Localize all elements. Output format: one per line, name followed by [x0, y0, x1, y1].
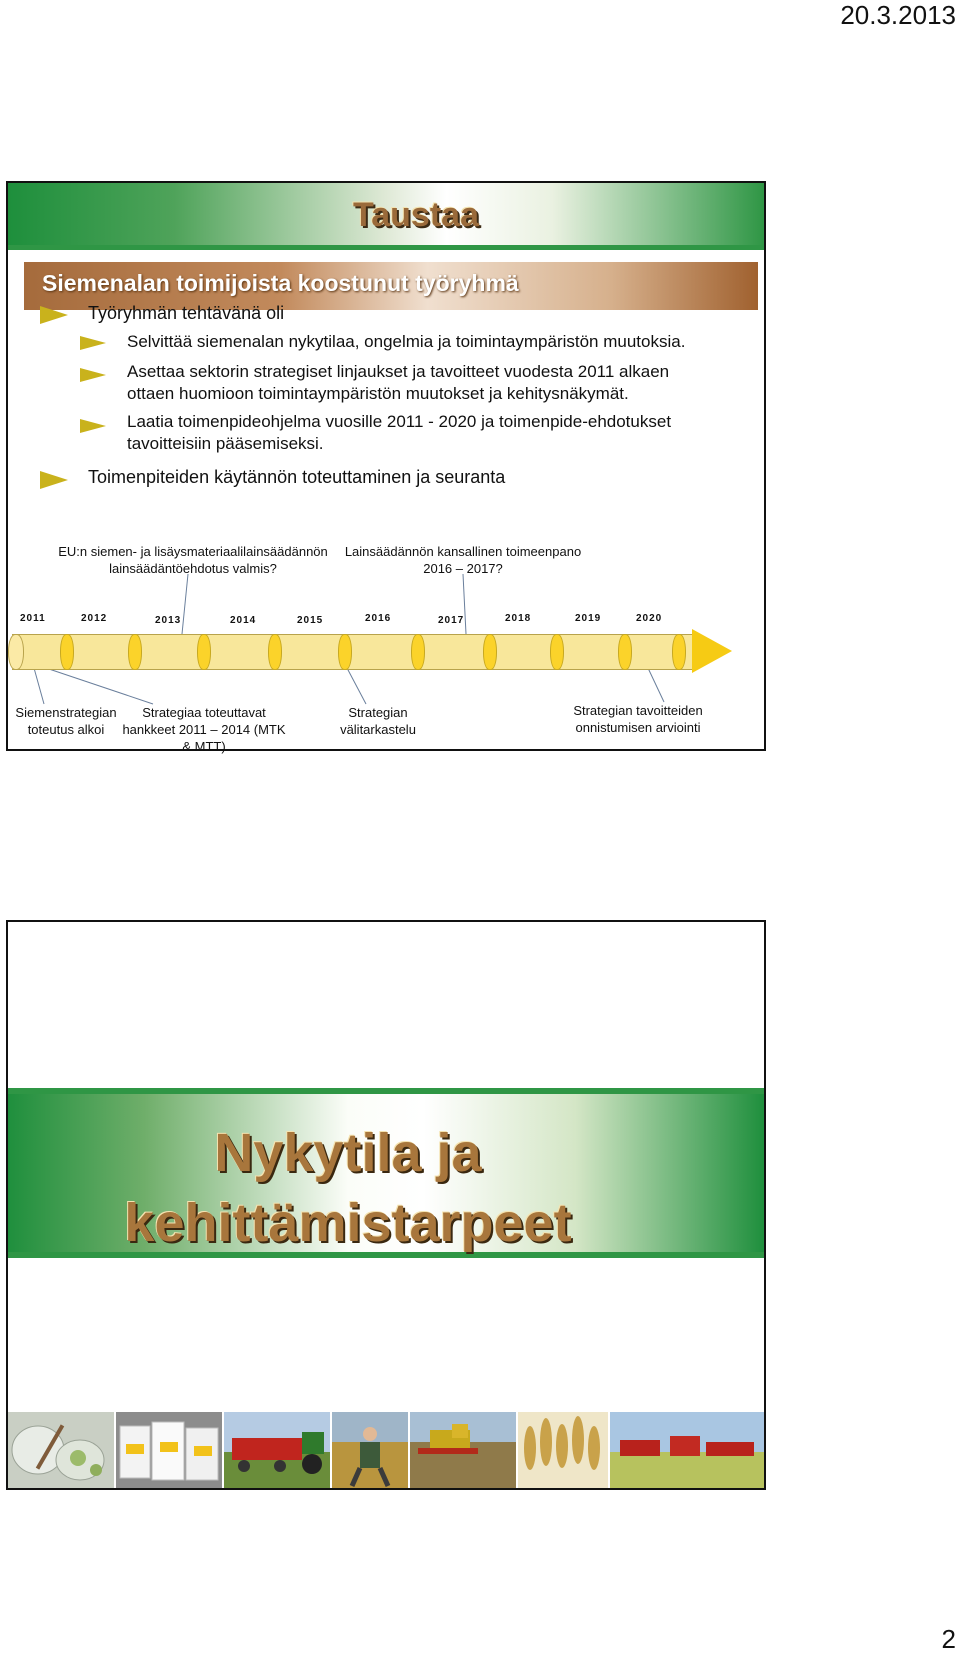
slide-title-line: kehittämistarpeet — [124, 1193, 572, 1253]
timeline-bar-start — [8, 634, 24, 670]
header-date: 20.3.2013 — [840, 0, 956, 30]
timeline-marker — [618, 634, 632, 670]
timeline-bar — [12, 634, 692, 670]
photo-farm-buildings — [610, 1412, 764, 1488]
slide-taustaa — [6, 181, 766, 754]
connector-line — [46, 668, 153, 704]
timeline-note-projects: Strategiaa toteuttavat hankkeet 2011 – 2014 (MTK & MTT) — [122, 705, 286, 754]
slide-title-line: Nykytila ja — [214, 1123, 482, 1183]
timeline-year: 2020 — [636, 613, 663, 624]
photo-seed-bags — [116, 1412, 222, 1488]
timeline-marker — [197, 634, 211, 670]
timeline-marker — [483, 634, 497, 670]
bullet-level2: Laatia toimenpideohjelma vuosille 2011 - 2020 ja toimenpide-ehdotukset tavoitteisiin pääsemiseksi. — [127, 412, 672, 453]
timeline-note-evaluation: Strategian tavoitteiden onnistumisen arviointi — [573, 703, 703, 735]
timeline-marker — [550, 634, 564, 670]
photo-grain-ears — [518, 1412, 608, 1488]
timeline-marker — [128, 634, 142, 670]
page-number: 2 — [941, 1624, 956, 1654]
timeline-marker — [338, 634, 352, 670]
photo-seed-drill — [224, 1412, 330, 1488]
timeline-marker — [672, 634, 686, 670]
timeline-year: 2017 — [438, 615, 465, 626]
connector-line — [648, 668, 664, 702]
photo-combine-harvester — [410, 1412, 516, 1488]
bullet-level1: Työryhmän tehtävänä oli — [88, 303, 285, 323]
timeline-note-eu: EU:n siemen- ja lisäysmateriaalilainsäädännön lainsäädäntöehdotus valmis? — [58, 544, 328, 576]
timeline-year: 2018 — [505, 613, 532, 624]
bullet-level2: Selvittää siemenalan nykytilaa, ongelmia ja toimintaympäristön muutoksia. — [127, 332, 686, 351]
timeline-year: 2013 — [155, 615, 182, 626]
timeline-year: 2012 — [81, 613, 108, 624]
bullet-level2: Asettaa sektorin strategiset linjaukset ja tavoitteet vuodesta 2011 alkaen ottaen huomioon toimintaympäristön muutokset ja kehitysnäkymät. — [127, 362, 670, 403]
slide-title — [108, 1118, 588, 1258]
connector-line — [34, 668, 44, 704]
timeline-note-national: Lainsäädännön kansallinen toimeenpano 2016 – 2017? — [344, 544, 582, 576]
timeline-marker — [60, 634, 74, 670]
subtitle: Siemenalan toimijoista koostunut työryhmä — [42, 270, 519, 296]
timeline-year: 2016 — [365, 613, 392, 624]
timeline-year: 2015 — [297, 615, 324, 626]
timeline-note-start: Siemenstrategian toteutus alkoi — [15, 705, 117, 737]
bullet-level1: Toimenpiteiden käytännön toteuttaminen ja seuranta — [88, 467, 506, 487]
connector-line — [347, 668, 366, 704]
timeline-year: 2011 — [20, 613, 46, 624]
slide-title: Taustaa — [353, 196, 479, 234]
timeline-marker — [268, 634, 282, 670]
timeline-marker — [411, 634, 425, 670]
timeline-note-midterm: Strategian välitarkastelu — [340, 705, 416, 737]
timeline-year: 2014 — [230, 615, 257, 626]
connector-line — [182, 574, 188, 634]
slide-nykytila — [6, 920, 766, 1490]
timeline-arrow-head — [692, 629, 732, 673]
timeline-year: 2019 — [575, 613, 602, 624]
photo-farmer-field — [332, 1412, 408, 1488]
photo-lab-seeds — [8, 1412, 114, 1488]
